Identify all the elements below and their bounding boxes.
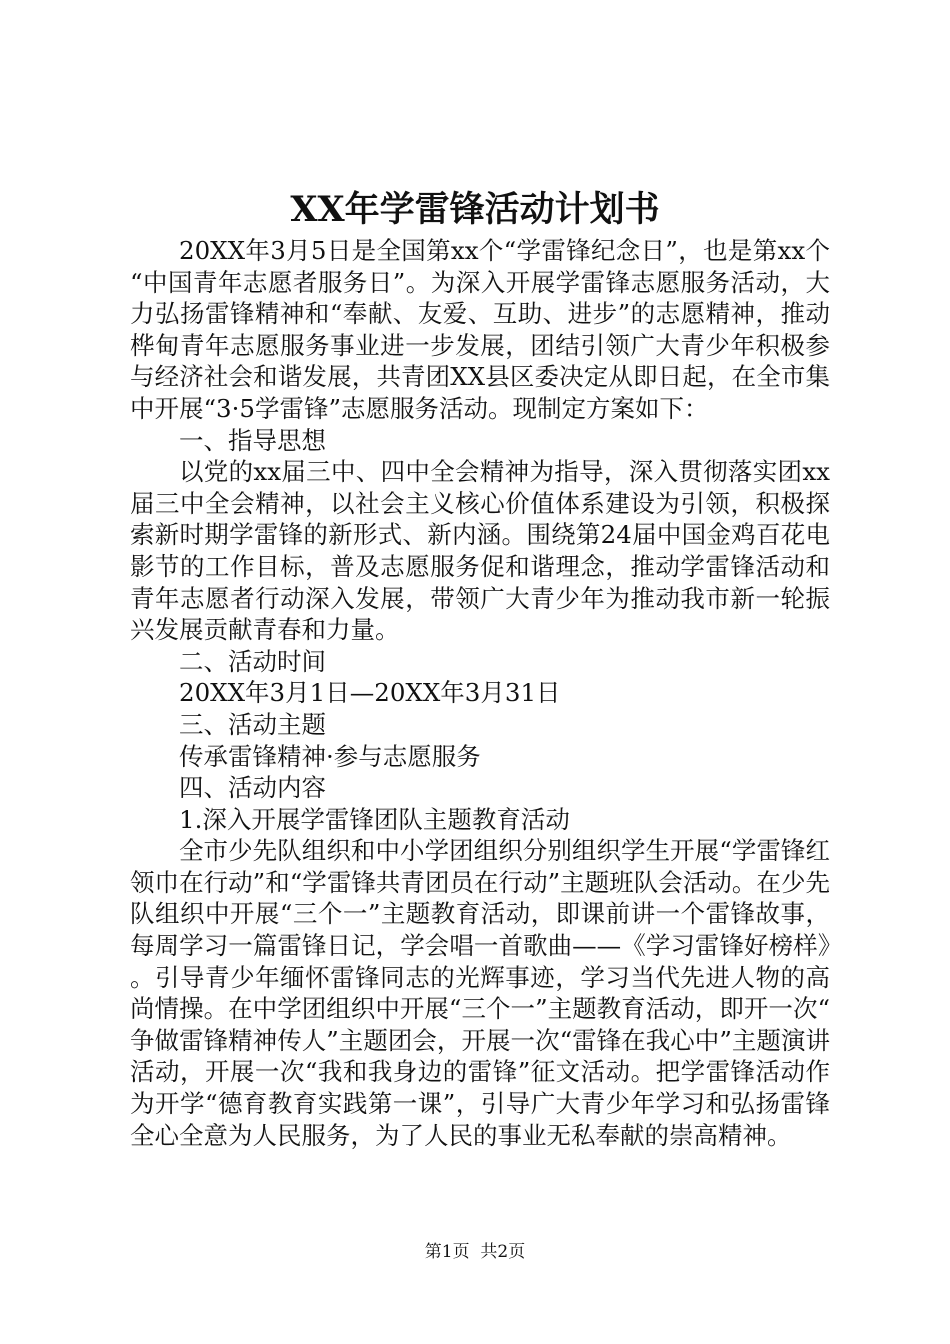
intro-paragraph: 20XX年3月5日是全国第xx个“学雷锋纪念日”，也是第xx个“中国青年志愿者服务日”。为深入开展学雷锋志愿服务活动，大力弘扬雷锋精神和“奉献、友爱、互助、进步”的志愿精神，推动桦甸青年志愿服务事业进一步发展，团结引领广大青少年积极参与经济社会和谐发展，共青团XX县区委决定从即日起，在全市集中开展“3·5学雷锋”志愿服务活动。现制定方案如下：: [130, 236, 830, 423]
page-total: 共2页: [480, 1242, 526, 1262]
section-heading-guiding-ideology: 一、指导思想: [179, 425, 326, 455]
section-heading-activity-time: 二、活动时间: [179, 646, 326, 676]
guiding-ideology-paragraph: 以党的xx届三中、四中全会精神为指导，深入贯彻落实团xx届三中全会精神，以社会主义核心价值体系建设为引领，积极探索新时期学雷锋的新形式、新内涵。围绕第24届中国金鸡百花电影节的工作目标，普及志愿服务促和谐理念，推动学雷锋活动和青年志愿者行动深入发展，带领广大青少年为推动我市新一轮振兴发展贡献青春和力量。: [130, 457, 830, 645]
activity-theme-paragraph: 传承雷锋精神·参与志愿服务: [179, 741, 481, 771]
subsection-heading-education: 1.深入开展学雷锋团队主题教育活动: [179, 804, 570, 834]
document-title: XX年学雷锋活动计划书: [290, 189, 660, 230]
page-number: 第1页: [424, 1242, 470, 1262]
section-heading-activity-theme: 三、活动主题: [179, 709, 326, 739]
document-body: [130, 235, 830, 1151]
activity-time-paragraph: 20XX年3月1日—20XX年3月31日: [179, 678, 561, 708]
page-footer: [0, 1240, 950, 1264]
section-heading-activity-content: 四、活动内容: [179, 773, 326, 803]
education-activity-paragraph: 全市少先队组织和中小学团组织分别组织学生开展“学雷锋红领巾在行动”和“学雷锋共青团员在行动”主题班队会活动。在少先队组织中开展“三个一”主题教育活动，即课前讲一个雷锋故事，每周学习一篇雷锋日记，学会唱一首歌曲——《学习雷锋好榜样》。引导青少年缅怀雷锋同志的光辉事迹，学习当代先进人物的高尚情操。在中学团组织中开展“三个一”主题教育活动，即开一次“争做雷锋精神传人”主题团会，开展一次“雷锋在我心中”主题演讲活动，开展一次“我和我身边的雷锋”征文活动。把学雷锋活动作为开学“德育教育实践第一课”，引导广大青少年学习和弘扬雷锋全心全意为人民服务，为了人民的事业无私奉献的崇高精神。: [130, 836, 830, 1150]
